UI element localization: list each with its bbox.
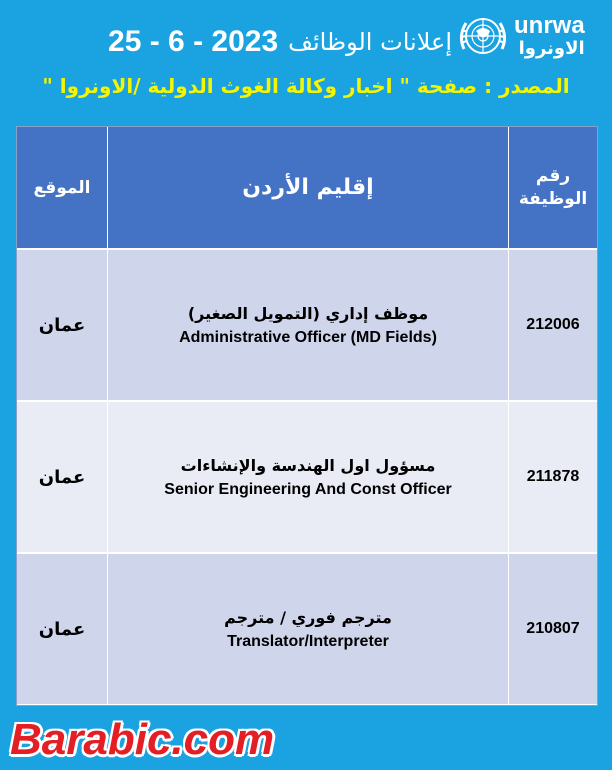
header-location: الموقع (17, 127, 108, 248)
logo-text-en: unrwa (514, 12, 585, 39)
header-date: 25 - 6 - 2023 (108, 25, 279, 58)
table-row (17, 552, 597, 704)
job-title-en: Senior Engineering And Const Officer (164, 480, 452, 498)
row-location: عمان (17, 402, 108, 552)
job-title-ar: مترجم فوري / مترجم (224, 607, 392, 627)
row-job-number: 211878 (526, 468, 580, 485)
logo-text (514, 14, 585, 58)
row-job-title (108, 250, 509, 400)
jobs-table (16, 126, 598, 706)
brand-logo: Barabic.com (10, 715, 275, 764)
header-job-number: رقم الوظيفة (518, 166, 588, 209)
job-title-en: Translator/Interpreter (227, 632, 389, 650)
row-job-title (108, 402, 509, 552)
row-job-number: 212006 (526, 316, 580, 333)
job-title-ar: موظف إداري (التمويل الصغير) (187, 303, 429, 323)
table-row (17, 248, 597, 400)
header-region: إقليم الأردن (108, 127, 509, 248)
row-location: عمان (17, 554, 108, 704)
row-job-title (108, 554, 509, 704)
logo-text-ar: الاونروا (518, 38, 585, 59)
header-title (42, 22, 452, 62)
job-title-ar: مسؤول اول الهندسة والإنشاءات (180, 455, 436, 475)
source-line: المصدر : صفحة " اخبار وكالة الغوث الدولية /الاونروا " (42, 74, 570, 98)
header-title-ar: إعلانات الوظائف (288, 28, 452, 56)
row-job-number: 210807 (526, 620, 580, 637)
job-title-en: Administrative Officer (MD Fields) (179, 328, 437, 346)
row-location: عمان (17, 250, 108, 400)
table-header-row (17, 127, 597, 248)
un-emblem-icon (456, 9, 510, 63)
table-row (17, 400, 597, 552)
unrwa-logo (456, 8, 604, 64)
